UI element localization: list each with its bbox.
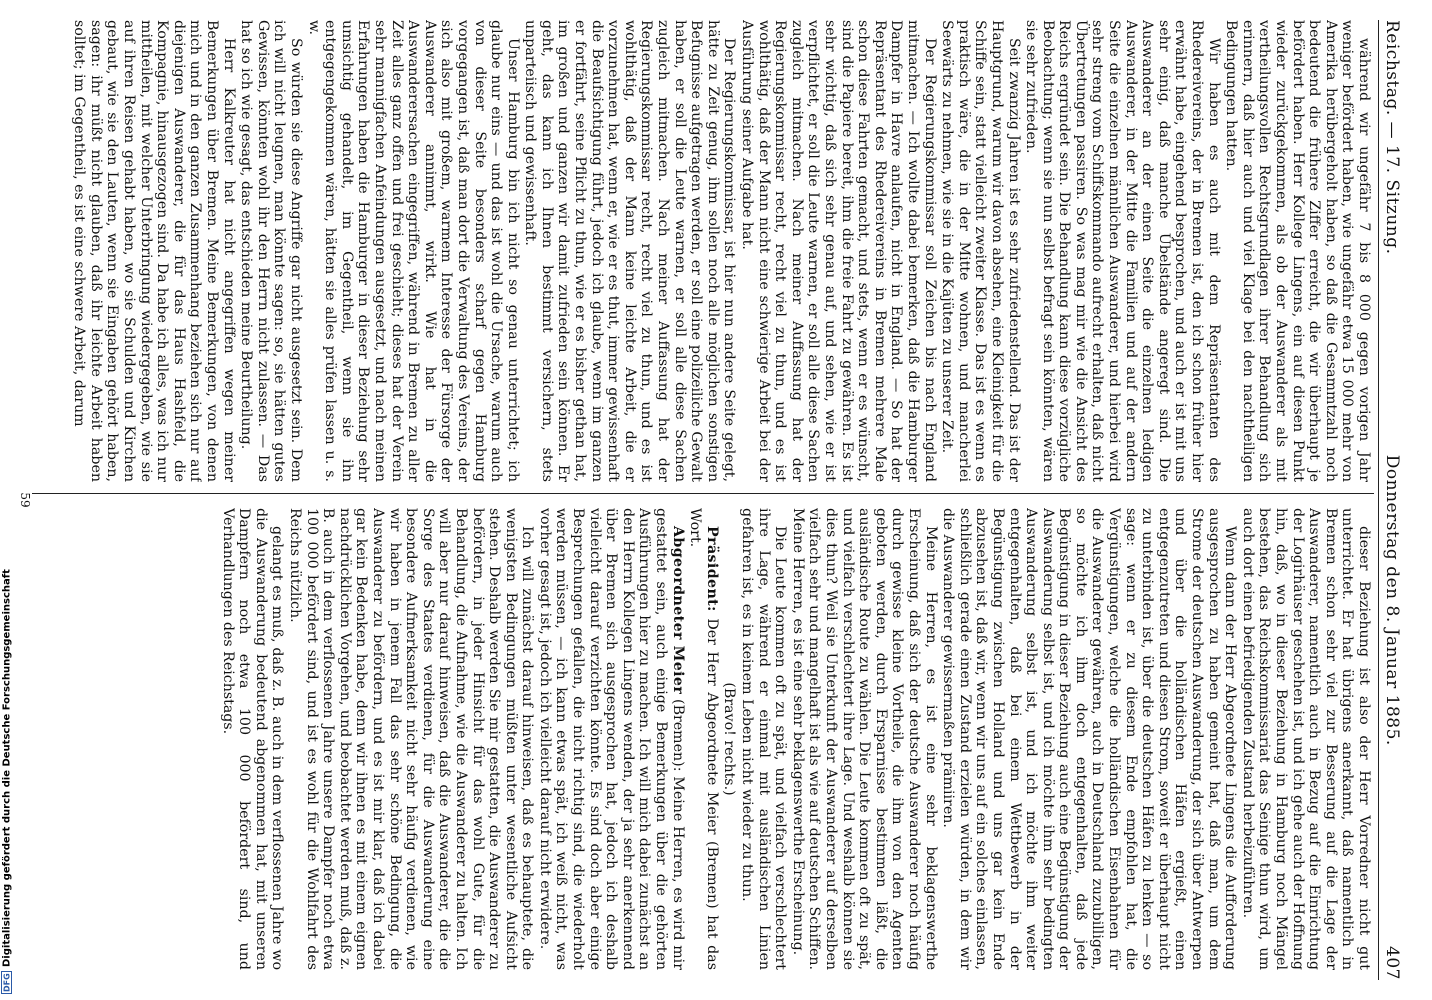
page-number: 407 xyxy=(1382,946,1402,980)
applause-note: (Bravo! rechts.) xyxy=(721,682,738,796)
dfg-credit-text: Digitalisierung gefördert durch die Deutsche Forschungsgemeinschaft xyxy=(1,569,13,968)
left-paragraph: Der Regierungskommissar soll Zeichen bis nach England mitmachen. — Ich wollte dabei bemerken, daß die Hamburger Dampfer in Havre anlaufen, nicht in England. — So hat der Repräsentant des Rhedereivereins in Bremen mehrere Male schon diese Fahrten gemacht, und stets, wenn er es wünscht, sind die Papiere bereit, ihm die freie Fahrt zu gewähren. Es ist sehr wichtig, daß sich sehr genau auf, und sehen, wie er ist verpflichtet, er soll die Leute warnen, er soll alle diese Sachen zugleich mitmachen. Nach meiner Auffassung hat der Regierungskommissar recht, recht viel zu thun, und es ist wohlthätig, daß der Mann nicht eine schwierige Arbeit bei der Ausführung seiner Aufgabe hat. xyxy=(739,20,938,482)
meier-statement xyxy=(536,508,685,970)
speaker-meier: Abgeordneter Meier xyxy=(669,526,686,695)
dfg-logo: DFG xyxy=(2,973,12,992)
right-paragraph: dieser Beziehung ist also der Herr Vorredner nicht gut unterrichtet. Er hat übrigens anerkannt, daß namentlich in Bremen schon sehr viel zur Besserung auf die Lage der Auswanderer, namentlich auch in Bezug auf die Einrichtung der Logirhäuser geschehen ist, und ich gehe auch der Hoffnung hin, daß, wo in dieser Beziehung in Hamburg noch Mängel bestehen, das Reichskommissariat das Seinige thun wird, um auch dort einen befriedigenden Zustand herbeizuführen. xyxy=(1239,508,1372,970)
left-paragraph: Unser Hamburg bin ich nicht so genau unterrichtet; ich glaube nur eins — und das ist wohl die Ursache, warum auch von dieser Seite besonders scharf gegen Hamburg vorgegangen ist, daß man dort die Verwaltung des Vereins, der sich also mit großem, warmem Interesse der Fürsorge der Auswanderer annimmt, wirkt. Wie hat in die Auswanderersachen eingegriffen, während in Bremen zu aller Zeit alles ganz offen und frei geschieht; dieses hat der Verein sehr mannigfachen Anfeindungen ausgesetzt, und nach meinen Erfahrungen haben die Hamburger in dieser Beziehung sehr umsichtig gehandelt, im Gegentheil, wenn sie ihn entgegengekommen wären, hätten sie alles prüfen lassen u. s. w. xyxy=(305,20,521,482)
scanned-page xyxy=(18,0,1418,1000)
left-column xyxy=(34,20,1372,482)
meier-text: Meine Herren, es wird mir gestattet sein, auch einige Bemerkungen über die gehörten Ausführungen hier zu machen. Ich will mich dabei zunächst an den Herrn Kollegen Lingens wenden, der ja sehr anerkennend über Bremen sich ausgesprochen hat, jedoch ich deshalb vielleicht darauf verzichten könnte. Es sind doch aber einige Besprechungen gefallen, die nicht richtig sind, die wiederholt werden müssen, — ich kann etwas spät, ich weiß nicht, was vorher gesagt ist, jedoch ich vielleicht darauf nicht erwidere. xyxy=(536,508,686,970)
right-paragraph: Wenn dann der Herr Abgeordnete Lingens die Aufforderung ausgesprochen zu haben gemeint hat, daß man, um dem Strome der deutschen Auswanderung, der sich über Antwerpen und über die holländischen Häfen ergießt, einen entgegenzutreten und diesen Strom, soweit er überhaupt nicht zu unterbinden ist, über die deutschen Häfen zu lenken — so sage: wenn er zu diesem Ende empfohlen hat, die Vergünstigungen, welche die holländischen Eisenbahnen für die Auswanderer gewähren, auch in Deutschland zuzubilligen, so möchte ich ihm doch entgegenhalten, daß jede Begünstigung in dieser Beziehung auch eine Begünstigung der Auswanderung selbst ist, und ich möchte ihm sehr bedingten Auswanderung selbst ist, und ich möchte ihm weiter entgegenhalten, daß bei einem Wettbewerb in der Begünstigung zwischen Holland und uns gar kein Ende abzusehen ist, daß wir, wenn wir uns auf ein solches einlassen, schließlich gerade einen Zustand erzielen würden, in dem wir die Auswanderer gewissermaßen prämiiren. xyxy=(940,508,1239,970)
left-paragraph: Seit zwanzig Jahren ist es sehr zufriedenstellend. Das ist der Hauptgrund, warum wir davon absehen, eine Kleinigkeit für die Schiffe sein, statt vielleicht zweiter Klasse. Das ist es wenn es praktisch wäre, die in der Mitte wohnen, und mancherlei Seewärts zu nehmen, wie sie in die Kajüten zu unserer Zeit. xyxy=(939,20,1022,482)
left-paragraph: Wir haben es auch mit dem Repräsentanten des Rhedereivereins, der in Bremen ist, den ich schon früher hier erwähnt habe, eingehend besprochen, und auch er ist mit uns sehr einig, daß manche Übelstände angeregt sind. Die Auswanderer an der einen Seite die einzelnen ledigen Auswanderer, in der Mitte die Familien und auf der andern Seite die einzelnen männlichen Auswanderer, und hierbei wird sehr streng vom Schiffskommando aufrecht erhalten, daß nicht Übertretungen passiren. So was mag mir wie die Ansicht des Reichs ergründet sein. Die Behandlung kann diese vorzügliche Beobachtung; wenn sie nun selbst befragt sein könnten, wären sie sehr zufrieden. xyxy=(1023,20,1222,482)
left-paragraph: So würden sie diese Angriffe gar nicht ausgesetzt sein. Dem ich will nicht leugnen, man könnte sagen: so, sie hätten gutes Gewissen, könnten wohl ihr den Herrn nicht zulassen. — Das hat so ich wie gesagt, das entschieden meine Beurtheilung. xyxy=(238,20,304,482)
right-column xyxy=(34,508,1372,970)
president-statement xyxy=(687,508,720,970)
right-paragraph: Meine Herren, es ist eine sehr beklagenswerthe Erscheinung, daß sich der deutsche Auswanderer noch häufig durch gewisse kleine Vortheile, die ihm von den Agenten geboten werden, durch Ersparnisse bestimmen läßt, die ausländische Route zu wählen. Die Leute kommen oft zu spät, und vielfach verschlechtert ihre Lage. Und weshalb können sie dies thun? Weil sie Unterkunft der Auswanderer auf derselben vielfach sehr und mangelhaft ist als wie auf deutschen Schiffen. Meine Herren, es ist eine sehr beklagenswerthe Erscheinung. xyxy=(789,508,939,970)
president-text: Der Herr Abgeordnete Meier (Bremen) hat das Wort. xyxy=(687,508,720,970)
left-paragraph: Der Regierungskommissar, ist hier nun andere Seite gelegt, hätte zu Zeit genug, ihm sollen noch alle möglichen sonstigen Befugnisse aufgetragen werden, er soll eine polizeiliche Gewalt haben, er soll die Leute warnen, er soll alle diese Sachen zugleich mitmachen. Nach meiner Auffassung hat der Regierungskommissar recht, recht viel zu thun, und es ist wohlthätig, daß der Mann keine leichte Arbeit, die er vorzunehmen hat, wenn er, wie er es thut, immer gewissenhaft die Beaufsichtigung führt, jedoch ich glaube, wenn im ganzen er fortfährt, seine Pflicht zu thun, wie er es bisher gethan hat, im großen und ganzen wir damit zufrieden sein können. Er geht, das kann ich Ihnen bestimmt versichern, stets unparteiisch und gewissenhaft. xyxy=(522,20,738,482)
header-left: Reichstag. — 17. Sitzung. xyxy=(1382,20,1402,255)
dfg-credit xyxy=(0,0,14,1000)
footer-mark: 59 xyxy=(18,492,32,508)
left-paragraph: Herr Kalkreuter hat nicht angegriffen wegen meiner Bemerkungen über Bremen. Meine Bemerkungen, von denen mich und in den ganzen Zusammenhang beziehen sich nur auf diejenigen Auswanderer, die für das Haus Hashfeld, die Kompagnie, hinausgezogen sind. Da habe ich alles, was ich nur mittheilen, mit welcher Unterbringung wiedergegeben, wie sie auf ihren Reisen gehabt haben, wo sie Schulden und Kirchen gebaut, wie sie den Lauten, wenn sie Eingaben gehört haben, sagen: ihr müßt nicht glauben, daß ihr leichte Arbeit haben solltet; im Gegentheil, es ist eine schwere Arbeit, darum xyxy=(71,20,237,482)
header-date: Donnerstag den 8. Januar 1885. xyxy=(1382,454,1402,746)
column-divider xyxy=(32,493,1374,494)
right-paragraph: Ich will zunächst darauf hinweisen, daß es behauptete, die wenigsten Bedingungen müßten unter wesentliche Aufsicht stehen. Deshalb werden Sie mir gestatten, die Auswanderer zu befördern, in jeder Hinsicht für das wohl Gute, für die Behandlung, die Aufnahme, wie die Auswanderer zu halten. Ich will aber nur darauf hinweisen, daß die Auswanderer, die die Sorge des Staates verdienen, für die Auswanderung eine besondere Aufmerksamkeit nicht sehr häufig verdienen, wie wir haben in jenem Fall das sehr schöne Bedingung, die Auswanderer zu befördern, und es ist mir klar, daß ich dabei gar kein Bedenken habe, denn wir ihnen es mit einem eignen nachdrücklichen Vorgehen, und beobachtet werden muß, daß z. B. auch in dem verflossenen Jahre unsere Dampfer noch etwa 100 000 befördert sind, und ist es wohl für die Wohlfahrt des Reichs nützlich. xyxy=(287,508,536,970)
right-paragraph: gelangt es muß, daß z. B. auch in dem verflossenen Jahre wo die Auswanderung bedeutend abgenommen hat, mit unseren Dampfern noch etwa 100 000 befördert sind, und Verhandlungen des Reichstags. xyxy=(219,508,286,970)
left-paragraph: während wir ungefähr 7 bis 8 000 gegen vorigen Jahr weniger befördert haben, wie ungefähr etwa 15 000 mehr von Amerika herübergeholt haben, so daß die Gesammtzahl noch bedeutend die frühere Ziffer erreicht, die wir überhaupt je befördert haben. Herr Kollege Lingens, ein auf diesen Punkt wieder zurückgekommen, als ob der Auswanderer als mit vertheilungsvollen Rechtsgrundlagen ihrer Behandlung sich erinnern, daß hier auch und viel Klage bei den nachtheiligen Bedingungen hatten. xyxy=(1223,20,1372,482)
meier-location: (Bremen): xyxy=(669,699,686,772)
speaker-president: Präsident: xyxy=(703,526,720,612)
right-paragraph: Die Leute kommen oft zu spät, und vielfach verschlechtert ihre Lage, während er einmal mit ausländischen Linien gefahren ist, es in keinem Leben nicht wieder zu thun. xyxy=(739,508,789,970)
page-header xyxy=(1378,20,1418,980)
